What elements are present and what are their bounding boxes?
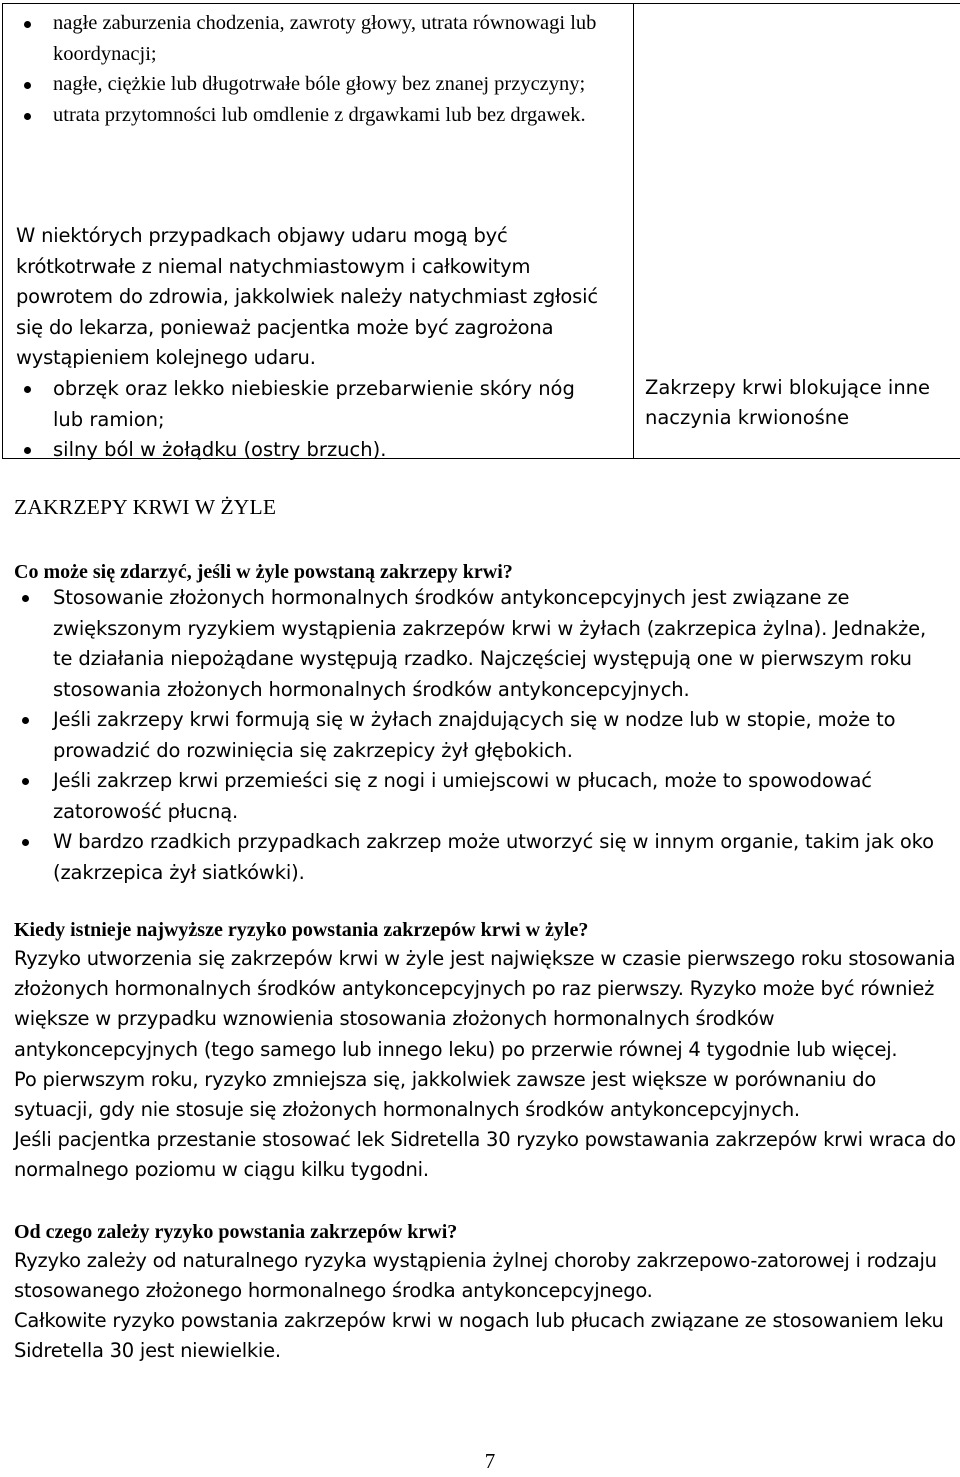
question-heading: Co może się zdarzyć, jeśli w żyle powstaną zakrzepy krwi? (14, 561, 513, 583)
page-number: 7 (484, 1449, 496, 1473)
list-item: utrata przytomności lub omdlenie z drgawkami lub bez drgawek. (3, 100, 603, 131)
question-heading: Kiedy istnieje najwyższe ryzyko powstania zakrzepów krwi w żyle? (14, 919, 589, 941)
symptom-list-2 (3, 374, 603, 466)
risk-bullet-list (0, 583, 950, 888)
symptom-paragraph: W niektórych przypadkach objawy udaru mogą być krótkotrwałe z niemal natychmiastowym i całkowitym powrotem do zdrowia, jakkolwiek należy natychmiast zgłosić się do lekarza, ponieważ pacjentka może być zagrożona wystąpieniem kolejnego udaru. (16, 224, 598, 369)
section-heading: ZAKRZEPY KRWI W ŻYLE (14, 495, 277, 519)
list-item: nagłe zaburzenia chodzenia, zawroty głowy, utrata równowagi lub koordynacji; (3, 8, 603, 69)
list-item: Stosowanie złożonych hormonalnych środków antykoncepcyjnych jest związane ze zwiększonym ryzykiem wystąpienia zakrzepów krwi w żyłach (zakrzepica żylna). Jednakże, te działania niepożądane występują rzadko. Najczęściej występują one w pierwszym roku stosowania złożonych hormonalnych środków antykoncepcyjnych. (0, 583, 950, 705)
condition-label: Zakrzepy krwi blokujące inne naczynia krwionośne (645, 376, 931, 429)
body-paragraph: Ryzyko utworzenia się zakrzepów krwi w żyle jest największe w czasie pierwszego roku stosowania złożonych hormonalnych środków antykoncepcyjnych po raz pierwszy. Ryzyko może być również większe w przypadku wznowienia stosowania złożonych hormonalnych środków antykoncepcyjnych (tego samego lub innego leku) po przerwie równej 4 tygodnie lub więcej. (14, 947, 956, 1061)
symptom-cell (3, 4, 634, 459)
body-paragraph: Całkowite ryzyko powstania zakrzepów krwi w nogach lub płucach związane ze stosowaniem leku Sidretella 30 jest niewielkie. (14, 1309, 944, 1363)
symptom-list-1 (3, 8, 603, 130)
list-item: obrzęk oraz lekko niebieskie przebarwienie skóry nóg lub ramion; (3, 374, 603, 435)
list-item: Jeśli zakrzepy krwi formują się w żyłach znajdujących się w nodze lub w stopie, może to prowadzić do rozwinięcia się zakrzepicy żył głębokich. (0, 705, 950, 766)
body-paragraph: Jeśli pacjentka przestanie stosować lek Sidretella 30 ryzyko powstawania zakrzepów krwi wraca do normalnego poziomu w ciągu kilku tygodni. (14, 1128, 956, 1182)
condition-cell (634, 4, 960, 459)
symptom-table (2, 3, 960, 459)
list-item: nagłe, ciężkie lub długotrwałe bóle głowy bez znanej przyczyny; (3, 69, 603, 100)
body-paragraph: Po pierwszym roku, ryzyko zmniejsza się, jakkolwiek zawsze jest większe w porównaniu do sytuacji, gdy nie stosuje się złożonych hormonalnych środków antykoncepcyjnych. (14, 1068, 877, 1122)
list-item: silny ból w żołądku (ostry brzuch). (3, 435, 603, 466)
list-item: Jeśli zakrzep krwi przemieści się z nogi i umiejscowi w płucach, może to spowodować zatorowość płucną. (0, 766, 950, 827)
body-paragraph: Ryzyko zależy od naturalnego ryzyka wystąpienia żylnej choroby zakrzepowo-zatorowej i rodzaju stosowanego złożonego hormonalnego środka antykoncepcyjnego. (14, 1249, 937, 1303)
list-item: W bardzo rzadkich przypadkach zakrzep może utworzyć się w innym organie, takim jak oko (zakrzepica żył siatkówki). (0, 827, 950, 888)
question-heading: Od czego zależy ryzyko powstania zakrzepów krwi? (14, 1221, 458, 1243)
